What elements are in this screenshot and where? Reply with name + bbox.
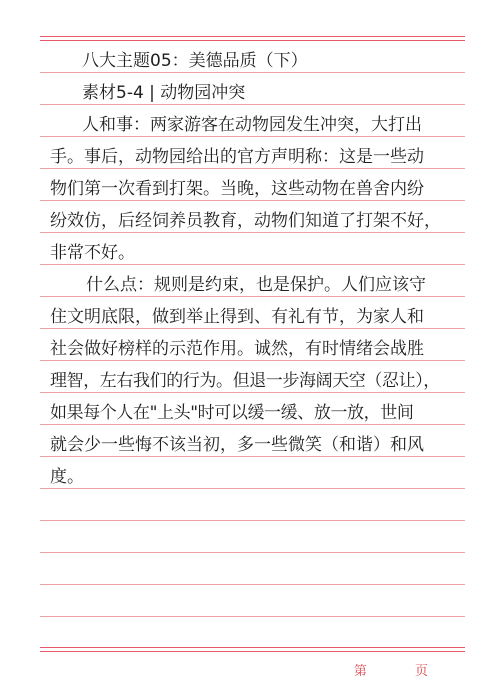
- ruled-line: [40, 552, 465, 553]
- page-number-label: 第 页: [353, 664, 450, 679]
- paragraph1-line-3: 物们第一次看到打架。当晚，这些动物在兽舍内纷: [50, 179, 424, 199]
- paragraph2-line-5: 如果每个人在"上头"时可以缓一缓、放一放，世间: [50, 403, 414, 423]
- paragraph2-line-4: 理智，左右我们的行为。但退一步海阔天空（忍让），: [50, 371, 440, 391]
- ruled-line: [40, 360, 465, 361]
- paragraph1-line-1: 人和事：两家游客在动物园发生冲突，大打出: [82, 115, 422, 135]
- bottom-rule-2: [40, 651, 465, 652]
- ruled-line: [40, 392, 465, 393]
- page-title: 八大主题05：美德品质（下）: [82, 51, 308, 71]
- ruled-line: [40, 296, 465, 297]
- paragraph1-line-2: 手。事后，动物园给出的官方声明称：这是一些动: [50, 147, 424, 167]
- top-rule-1: [40, 36, 465, 37]
- ruled-line: [40, 200, 465, 201]
- paragraph2-line-7: 度。: [50, 467, 84, 487]
- ruled-line: [40, 232, 465, 233]
- material-subtitle: 素材5-4 | 动物园冲突: [82, 83, 246, 103]
- paragraph2-line-2: 住文明底限，做到举止得到、有礼有节，为家人和: [50, 307, 424, 327]
- paragraph2-line-6: 就会少一些悔不该当初，多一些微笑（和谐）和风: [50, 435, 424, 455]
- ruled-line: [40, 520, 465, 521]
- top-rule-2: [40, 40, 465, 41]
- paragraph1-line-4: 纷效仿，后经饲养员教育，动物们知道了打架不好，: [50, 211, 441, 231]
- paragraph2-line-3: 社会做好榜样的示范作用。诚然，有时情绪会战胜: [50, 339, 424, 359]
- ruled-line: [40, 424, 465, 425]
- ruled-line: [40, 168, 465, 169]
- ruled-line: [40, 264, 465, 265]
- ruled-line: [40, 104, 465, 105]
- paragraph2-line-1: 什么点：规则是约束，也是保护。人们应该守: [86, 275, 426, 295]
- ruled-line: [40, 584, 465, 585]
- ruled-line: [40, 136, 465, 137]
- ruled-line: [40, 72, 465, 73]
- ruled-line: [40, 328, 465, 329]
- paragraph1-line-5: 非常不好。: [50, 243, 135, 263]
- ruled-line: [40, 616, 465, 617]
- ruled-line: [40, 456, 465, 457]
- ruled-line: [40, 488, 465, 489]
- bottom-rule-1: [40, 647, 465, 648]
